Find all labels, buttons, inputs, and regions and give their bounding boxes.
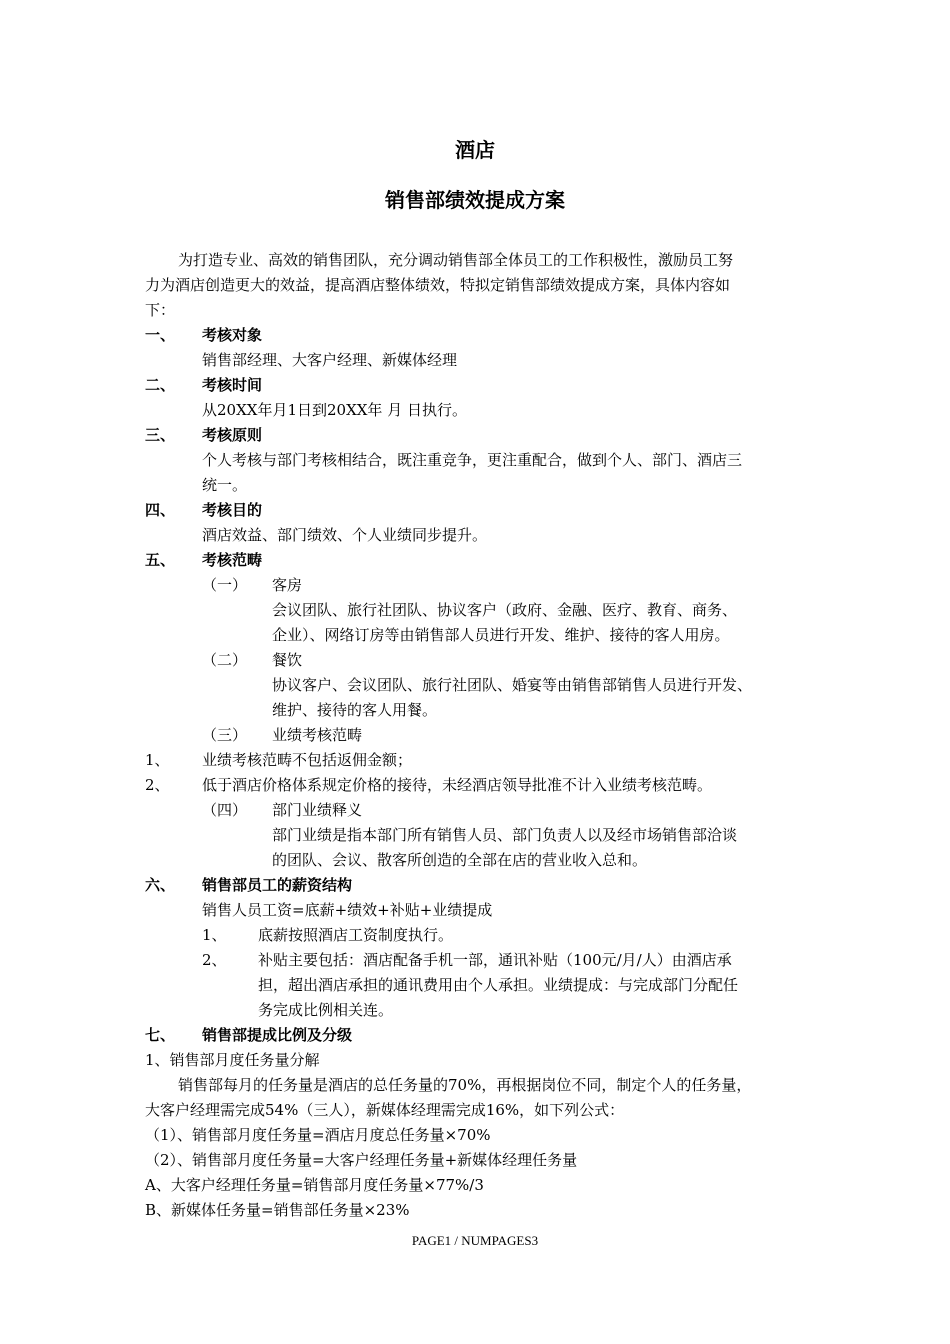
item-1-text: 业绩考核范畴不包括返佣金额；	[202, 751, 413, 769]
sub-4-label: 部门业绩释义	[272, 801, 363, 819]
sub-4-body-line-1: 部门业绩是指本部门所有销售人员、部门负责人以及经市场销售部洽谈	[272, 826, 738, 844]
section-4-body: 酒店效益、部门绩效、个人业绩同步提升。	[202, 526, 488, 544]
sub-2-body-line-1: 协议客户、会议团队、旅行社团队、婚宴等由销售部销售人员进行开发、	[272, 676, 753, 694]
page-footer: PAGE1 / NUMPAGES3	[411, 1233, 539, 1248]
section-6-number: 六、	[145, 876, 176, 894]
section-2-number: 二、	[145, 376, 176, 394]
section-7-subheading: 1、销售部月度任务量分解	[145, 1051, 320, 1069]
section-5-heading: 考核范畴	[202, 551, 263, 569]
sub-3-number: （三）	[202, 726, 248, 744]
section-3-body-line-1: 个人考核与部门考核相结合，既注重竞争，更注重配合，做到个人、部门、酒店三	[202, 451, 743, 469]
section-4-heading: 考核目的	[202, 501, 263, 519]
formula-a: A、大客户经理任务量=销售部月度任务量×77%/3	[145, 1176, 484, 1194]
sub-2-label: 餐饮	[272, 651, 303, 669]
s6-item-1-text: 底薪按照酒店工资制度执行。	[258, 926, 454, 944]
formula-2: （2）、销售部月度任务量=大客户经理任务量+新媒体经理任务量	[145, 1151, 578, 1169]
section-7-para-line-1: 销售部每月的任务量是酒店的总任务量的70%，再根据岗位不同，制定个人的任务量，	[178, 1076, 752, 1094]
section-4-number: 四、	[145, 501, 176, 519]
section-7-heading: 销售部提成比例及分级	[202, 1026, 353, 1044]
s6-item-1-number: 1、	[202, 926, 227, 944]
section-3-heading: 考核原则	[202, 426, 263, 444]
formula-b: B、新媒体任务量=销售部任务量×23%	[145, 1201, 410, 1219]
sub-3-label: 业绩考核范畴	[272, 726, 363, 744]
sub-4-number: （四）	[202, 801, 248, 819]
section-6-body: 销售人员工资=底薪+绩效+补贴+业绩提成	[202, 901, 493, 919]
section-2-heading: 考核时间	[202, 376, 263, 394]
item-2-number: 2、	[145, 776, 170, 794]
section-7-para-line-2: 大客户经理需完成54%（三人），新媒体经理需完成16%，如下列公式：	[145, 1101, 625, 1119]
s6-item-2-line-3: 务完成比例相关连。	[258, 1001, 394, 1019]
sub-2-number: （二）	[202, 651, 248, 669]
section-1-body: 销售部经理、大客户经理、新媒体经理	[202, 351, 458, 369]
sub-1-body-line-1: 会议团队、旅行社团队、协议客户（政府、金融、医疗、教育、商务、	[272, 601, 738, 619]
section-3-body-line-2: 统一。	[202, 476, 248, 494]
intro-line-2: 力为酒店创造更大的效益，提高酒店整体绩效，特拟定销售部绩效提成方案，具体内容如	[145, 276, 731, 294]
section-2-body: 从20XX年月1日到20XX年 月 日执行。	[202, 401, 467, 419]
section-6-heading: 销售部员工的薪资结构	[202, 876, 353, 894]
intro-line-3: 下：	[145, 301, 176, 319]
s6-item-2-number: 2、	[202, 951, 227, 969]
s6-item-2-line-2: 担，超出酒店承担的通讯费用由个人承担。业绩提成：与完成部门分配任	[258, 976, 739, 994]
section-7-number: 七、	[145, 1026, 176, 1044]
sub-1-body-line-2: 企业）、网络订房等由销售部人员进行开发、维护、接待的客人用房。	[272, 626, 730, 644]
section-5-number: 五、	[145, 551, 176, 569]
section-1-heading: 考核对象	[202, 326, 263, 344]
section-3-number: 三、	[145, 426, 176, 444]
sub-1-number: （一）	[202, 576, 248, 594]
document-title: 酒店	[455, 138, 495, 162]
sub-1-label: 客房	[272, 576, 303, 594]
item-1-number: 1、	[145, 751, 170, 769]
item-2-text: 低于酒店价格体系规定价格的接待，未经酒店领导批准不计入业绩考核范畴。	[202, 776, 713, 794]
formula-1: （1）、销售部月度任务量=酒店月度总任务量×70%	[145, 1126, 491, 1144]
sub-2-body-line-2: 维护、接待的客人用餐。	[272, 701, 438, 719]
document-subtitle: 销售部绩效提成方案	[385, 188, 565, 212]
section-1-number: 一、	[145, 326, 176, 344]
intro-line-1: 为打造专业、高效的销售团队，充分调动销售部全体员工的工作积极性，激励员工努	[178, 251, 734, 269]
s6-item-2-line-1: 补贴主要包括：酒店配备手机一部，通讯补贴（100元/月/人）由酒店承	[258, 951, 732, 969]
sub-4-body-line-2: 的团队、会议、散客所创造的全部在店的营业收入总和。	[272, 851, 648, 869]
